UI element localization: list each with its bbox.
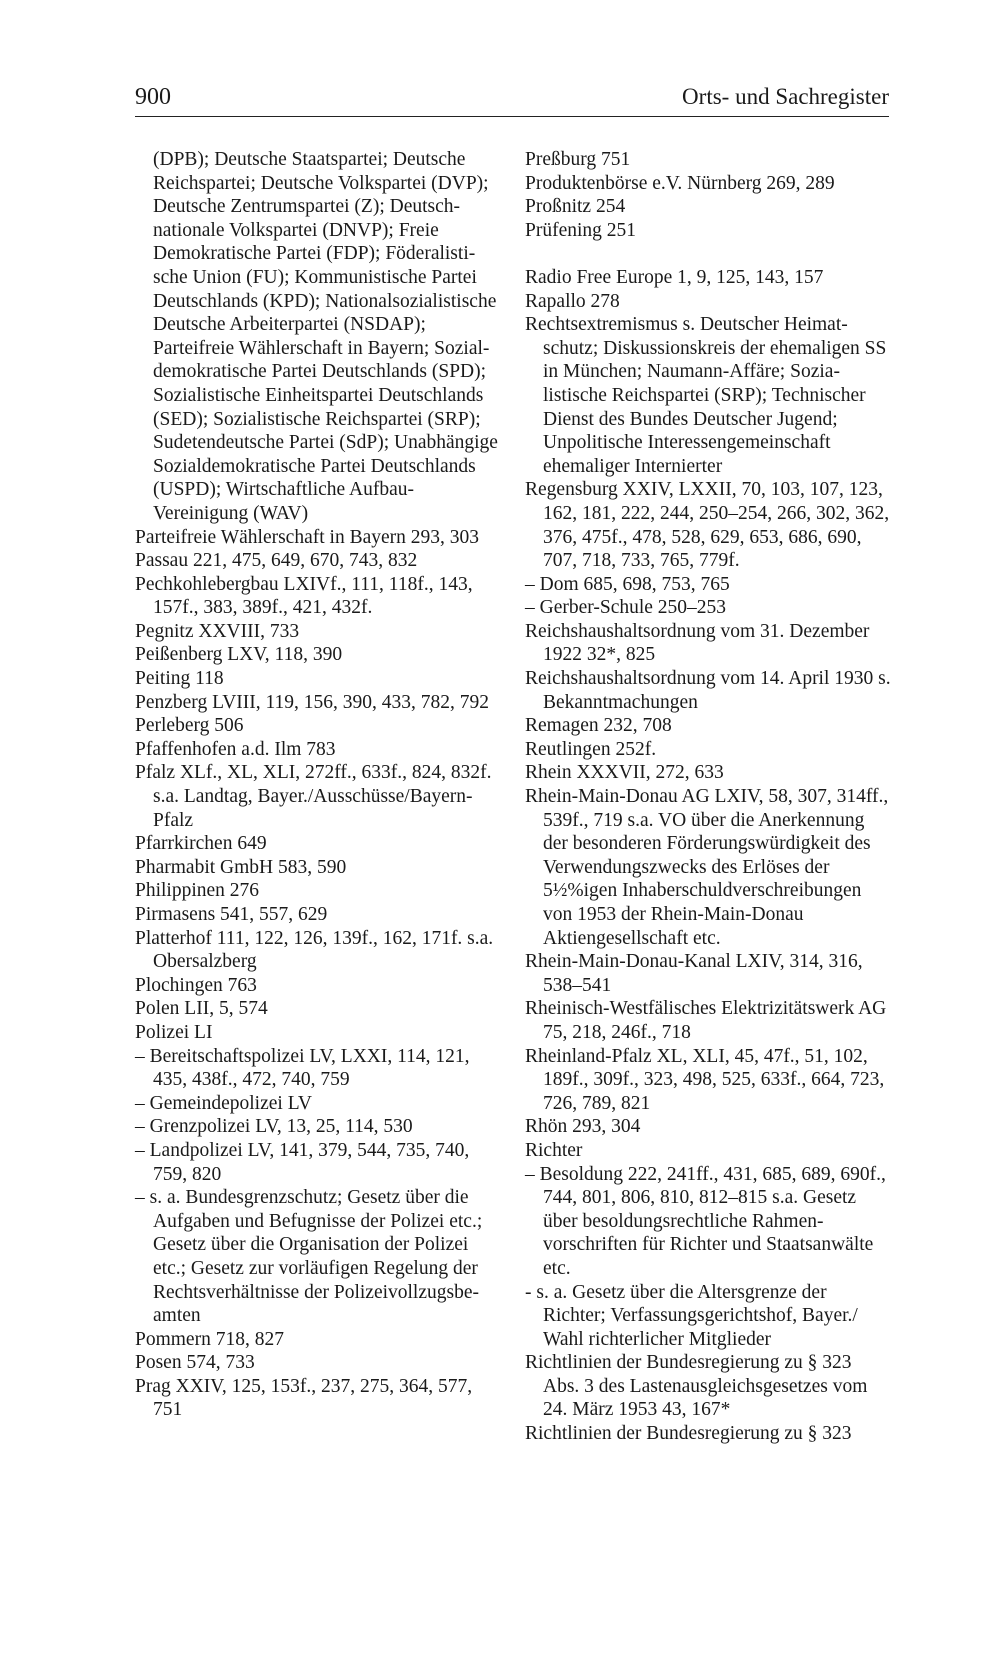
index-entry: Produktenbörse e.V. Nürnberg 269, 289 (525, 172, 835, 194)
index-entry: (DPB); Deutsche Staatspartei; Deutsche Reichspartei; Deutsche Volkspartei (DVP); Deutsche Zentrumspartei (Z); Deutschnationale Volkspartei (DNVP); Freie Demokratische Partei (FDP); Föderalistische Union (FU); Kommunistische Partei Deutschlands (KPD); Nationalsozialistische Deutsche Arbeiterpartei (NSDAP); Parteifreie Wählerschaft in Bayern; Sozialdemokratische Partei Deutschlands (SPD); Sozialistische Einheitspartei Deutschlands (SED); Sozialistische Reichspartei (SRP); Sudetendeutsche Partei (SdP); Unabhängige Sozialdemokratische Partei Deutschlands (USPD); Wirtschaftliche Aufbau-Vereinigung (WAV) (153, 149, 498, 524)
index-subentry: – Dom 685, 698, 753, 765 (525, 573, 730, 595)
index-column-left (135, 148, 500, 1422)
index-entry: Perleberg 506 (135, 715, 244, 737)
index-entry: Pechkohlebergbau LXIVf., 111, 118f., 143, 157f., 383, 389f., 421, 432f. (135, 573, 473, 619)
index-entry: Pegnitz XXVIII, 733 (135, 620, 300, 642)
index-entry: Rheinisch-Westfälisches Elektrizitätswerk AG 75, 218, 246f., 718 (525, 998, 887, 1043)
index-entry: Rheinland-Pfalz XL, XLI, 45, 47f., 51, 102, 189f., 309f., 323, 498, 525, 633f., 664, 723, 726, 789, 821 (525, 1045, 885, 1114)
index-entry: Rhön 293, 304 (525, 1116, 641, 1138)
index-entry: Pharmabit GmbH 583, 590 (135, 856, 347, 878)
index-subentry: – Gerber-Schule 250–253 (525, 597, 727, 619)
index-entry: Preßburg 751 (525, 149, 631, 170)
index-entry: Polizei LI (135, 1021, 213, 1043)
page-number: 900 (135, 84, 171, 110)
index-entry: Regensburg XXIV, LXXII, 70, 103, 107, 123, 162, 181, 222, 244, 250–254, 266, 302, 362, 376, 475f., 478, 528, 629, 653, 686, 690, 707, 718, 733, 765, 779f. (525, 479, 890, 572)
index-entry: Pfalz XLf., XL, XLI, 272ff., 633f., 824, 832f. s.a. Landtag, Bayer./Ausschüsse/Bayern-Pfalz (135, 762, 492, 831)
index-entry: Plochingen 763 (135, 974, 257, 996)
index-entry: Polen LII, 5, 574 (135, 998, 268, 1020)
index-entry: Pirmasens 541, 557, 629 (135, 904, 328, 925)
page-header (135, 82, 889, 117)
index-entry: Passau 221, 475, 649, 670, 743, 832 (135, 550, 418, 572)
index-entry: Richtlinien der Bundesregierung zu § 323 (525, 1423, 852, 1445)
index-subentry: – Landpolizei LV, 141, 379, 544, 735, 740, 759, 820 (135, 1139, 470, 1185)
index-entry: Rhein-Main-Donau-Kanal LXIV, 314, 316, 538–541 (525, 951, 863, 996)
index-column-right (525, 148, 891, 1446)
index-entry: Penzberg LVIII, 119, 156, 390, 433, 782, 792 (135, 691, 490, 713)
running-title: Orts- und Sachregister (682, 84, 889, 109)
index-entry: Prag XXIV, 125, 153f., 237, 275, 364, 577, 751 (135, 1375, 473, 1421)
index-entry: Remagen 232, 708 (525, 715, 672, 737)
index-entry: Proßnitz 254 (525, 196, 626, 218)
index-entry: Reutlingen 252f. (525, 738, 657, 760)
index-entry: Platterhof 111, 122, 126, 139f., 162, 171f. s.a. Obersalzberg (135, 927, 494, 973)
index-entry: Prüfening 251 (525, 219, 637, 241)
index-entry: Pfaffenhofen a.d. Ilm 783 (135, 738, 336, 760)
index-subentry: – s. a. Bundesgrenzschutz; Gesetz über die Aufgaben und Befugnisse der Polizei etc.; Gesetz über die Organisation der Polizei etc.; Gesetz zur vorläufigen Regelung der Rechtsverhältnisse der Polizeivollzugsbeamten (135, 1187, 483, 1327)
index-entry: Radio Free Europe 1, 9, 125, 143, 157 (525, 266, 824, 288)
index-entry: Pfarrkirchen 649 (135, 833, 267, 855)
index-subentry: – Grenzpolizei LV, 13, 25, 114, 530 (135, 1116, 413, 1138)
index-entry: Richtlinien der Bundesregierung zu § 323 Abs. 3 des Lastenausgleichsgesetzes vom 24. März 1953 43, 167* (525, 1352, 868, 1421)
index-entry: Reichshaushaltsordnung vom 14. April 1930 s. Bekanntmachungen (525, 668, 891, 713)
index-subentry: – Gemeindepolizei LV (135, 1092, 312, 1114)
index-entry: Posen 574, 733 (135, 1352, 255, 1374)
index-entry: Richter (525, 1139, 583, 1161)
index-subentry: - s. a. Gesetz über die Altersgrenze der Richter; Verfassungsgerichtshof, Bayer./ Wahl richterlicher Mitglieder (525, 1281, 858, 1350)
index-entry: Rhein XXXVII, 272, 633 (525, 762, 724, 784)
index-subentry: – Besoldung 222, 241ff., 431, 685, 689, 690f., 744, 801, 806, 810, 812–815 s.a. Gesetz über besoldungsrechtliche Rahmenvorschriften für Richter und Staatsanwälte etc. (525, 1163, 886, 1279)
index-entry: Peiting 118 (135, 668, 224, 690)
index-entry: Pommern 718, 827 (135, 1328, 284, 1350)
index-entry: Peißenberg LXV, 118, 390 (135, 644, 343, 666)
index-entry: Rhein-Main-Donau AG LXIV, 58, 307, 314ff., 539f., 719 s.a. VO über die Anerkennung der besonderen Förderungswürdigkeit des Verwendungszwecks des Erlöses der 5½%igen Inhaberschuldverschreibungen von 1953 der Rhein-Main-Donau Aktiengesellschaft etc. (525, 786, 889, 949)
index-entry: Reichshaushaltsordnung vom 31. Dezember 1922 32*, 825 (525, 620, 870, 666)
index-entry: Philippinen 276 (135, 880, 260, 902)
index-entry: Rechtsextremismus s. Deutscher Heimatschutz; Diskussionskreis der ehemaligen SS in München; Naumann-Affäre; Sozialistische Reichspartei (SRP); Technischer Dienst des Bundes Deutscher Jugend; Unpolitische Interessengemeinschaft ehemaliger Internierter (525, 314, 887, 477)
index-subentry: – Bereitschaftspolizei LV, LXXI, 114, 121, 435, 438f., 472, 740, 759 (135, 1045, 470, 1091)
index-entry: Parteifreie Wählerschaft in Bayern 293, 303 (135, 526, 480, 548)
index-entry: Rapallo 278 (525, 290, 620, 312)
